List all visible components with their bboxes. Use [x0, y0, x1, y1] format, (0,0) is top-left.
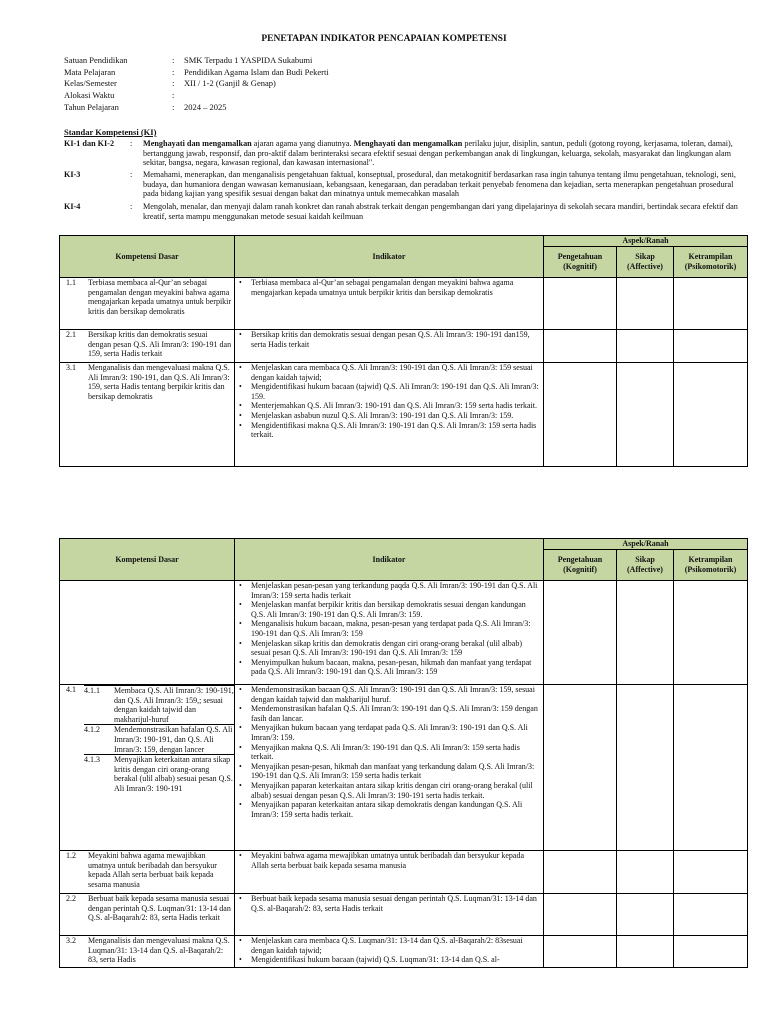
indicator-item: • Menjelaskan manfat berpikir kritis dan bersikap demokratis sesuai dengan kandungan Q.S. Ali Imran/3: 190-191 dan Q.S. Ali Imran/3: 159.: [251, 600, 541, 619]
indicator-item: • Menjelaskan pesan-pesan yang terkandung paqda Q.S. Ali Imran/3: 190-191 dan Q.S. Ali Imran/3: 159 serta hadis terkait: [251, 581, 541, 600]
indicator-item: • Mengidentifikasi hukum bacaan (tajwid) Q.S. Luqman/31: 13-14 dan Q.S. al-: [251, 955, 541, 965]
table-row: 1.1 Terbiasa membaca al-Qur’an sebagai pengamalan dengan meyakini bahwa agama mengajarkan kepada umatnya untuk berpikir kritis dan bersikap demokratis • Terbiasa membaca al-Qur’an sebagai pengamalan dengan meyakini bahwa agama mengajarkan kepada umatnya untuk berpikir kritis dan bersikap demokratis: [60, 278, 748, 330]
sub-competency: 4.1.3 Menyajikan keterkaitan antara sikap kritis dengan ciri orang-orang berakal (ulil albab) sesuai pesan Q.S. Ali Imran/3: 190-191: [84, 755, 233, 793]
document-title: PENETAPAN INDIKATOR PENCAPAIAN KOMPETENSI: [261, 34, 507, 44]
header-keterampilan: Ketrampilan (Psikomotorik): [674, 550, 748, 581]
indicator-item: • Menyimpulkan hukum bacaan, makna, pesan-pesan, hikmah dan manfaat yang terdapat pada Q.S. Ali Imran/3: 190-191 dan Q.S. Ali Imran/3: 159: [251, 658, 541, 677]
indicator-item: • Menyajikan paparan keterkaitan antara sikap kritis dengan ciri orang-orang berakal (ulil albab) sesuai dengan pesan Q.S. Ali Imran/3: 190-191 serta hadis terkait.: [251, 781, 541, 800]
header-pengetahuan: Pengetahuan (Kognitif): [544, 550, 617, 581]
indicator-item: • Mendemonstrasikan bacaan Q.S. Ali Imran/3: 190-191 dan Q.S. Ali Imran/3: 159, sesuai dengan kaidah tajwid dan makharijul huruf.: [251, 685, 541, 704]
indicator-item: • Menjelaskan asbabun nuzul Q.S. Ali Imran/3: 190-191 dan Q.S. Ali Imran/3: 159.: [251, 411, 541, 421]
table-row: [60, 581, 748, 685]
ki-3: KI-3 : Memahami, menerapkan, dan menganalisis pengetahuan faktual, konseptual, prosedural, dan metakognitif berdasarkan rasa ingin tahunya tentang ilmu pengetahuan, teknologi, seni, budaya, dan humaniora dengan wawasan kemanusiaan, kebangsaan, kenegaraan, dan peradaban terkait penyebab fenomena dan kejadian, serta menerapkan pengetahuan prosedural pada bidang kajian yang spesifik sesuai dengan bakat dan minatnya untuk memecahkan masalah: [64, 170, 736, 198]
header-aspek-ranah: Aspek/Ranah: [544, 539, 748, 550]
indicator-item: • Menganalisis hukum bacaan, makna, pesan-pesan yang terdapat pada Q.S. Ali Imran/3: 190-191 dan Q.S. Ali Imran/3: 159: [251, 619, 541, 638]
ipk-table-2: [59, 538, 748, 968]
table-row: 4.1 4.1.1 Membaca Q.S. Ali Imran/3: 190-191, dan Q.S. Ali Imran/3: 159,; sesuai dengan kaidah tajwid dan makharijul-huruf 4.1.2 Mendemonstrasikan hafalan Q.S. Ali Imran/3: 190-191, dan Q.S. Ali Imran/3: 159, dengan lancer 4.1.3 Menyajikan keterkaitan antara sikap kritis dengan ciri orang-orang berakal (ulil albab) sesuai pesan Q.S. Ali Imran/3: 190-191 • Mendemonstrasikan bacaan Q.S. Ali Imran/3: 190-191 dan Q.S. Ali Imran/3: 159, sesuai dengan kaidah tajwid dan makharijul huruf. • Mendemonstrasikan hafalan Q.S. Ali Imran/3: 190-191 dan Q.S. Ali Imran/3: 159 dengan fasih dan lancar. • Menyajikan hukum bacaan yang terdapat pada Q.S. Ali Imran/3: 190-191 dan Q.S. Ali Imran/3: 159. • Menyajikan makna Q.S. Ali Imran/3: 190-191 dan Q.S. Ali Imran/3: 159 serta hadis terkait. • Menyajikan pesan-pesan, hikmah dan manfaat yang terkandung dalam Q.S. Ali Imran/3: 190-191 dan Q.S. Ali Imran/3: 159 serta hadis terkait • Menyajikan paparan keterkaitan antara sikap kritis dengan ciri orang-orang berakal (ulil albab) sesuai dengan pesan Q.S. Ali Imran/3: 190-191 serta hadis terkait. • Menyajikan paparan keterkaitan antara sikap demokratis dengan kandungan Q.S. Ali Imran/3: 159 serta hadis terkait.: [60, 685, 748, 851]
info-row-satuan: Satuan Pendidikan : SMK Terpadu 1 YASPIDA Sukabumi: [64, 55, 313, 65]
indicator-item: • Menyajikan hukum bacaan yang terdapat pada Q.S. Ali Imran/3: 190-191 dan Q.S. Ali Imran/3: 159.: [251, 723, 541, 742]
table-row: 1.2 Meyakini bahwa agama mewajibkan umatnya untuk beribadah dan bersyukur kepada Allah serta berbuat baik kepada sesama manusia • Meyakini bahwa agama mewajibkan umatnya untuk beribadah dan bersyukur kepada Allah serta berbuat baik kepada sesama manusia: [60, 851, 748, 894]
table-row: 3.1 Menganalisis dan mengevaluasi makna Q.S. Ali Imran/3: 190-191, dan Q.S. Ali Imran/3: 159, serta Hadis tentang berpikir kritis dan bersikap demokratis • Menjelaskan cara membaca Q.S. Ali Imran/3: 190-191 dan Q.S. Ali Imran/3: 159 sesuai dengan kaidah tajwid; • Mengidentifikasi hukum bacaan (tajwid) Q.S. Ali Imran/3: 190-191 dan Q.S. Ali Imran/3: 159. • Menterjemahkan Q.S. Ali Imran/3: 190-191 dan Q.S. Ali Imran/3: 159 serta hadis terkait. • Menjelaskan asbabun nuzul Q.S. Ali Imran/3: 190-191 dan Q.S. Ali Imran/3: 159. • Mengidentifikasi makna Q.S. Ali Imran/3: 190-191 dan Q.S. Ali Imran/3: 159 serta hadis terkait.: [60, 363, 748, 467]
header-indikator: Indikator: [235, 236, 544, 278]
indicator-item: • Menjelaskan sikap kritis dan demokratis dengan ciri orang-orang berakal (ulil albab) sesuai pesan Q.S. Ali Imran/3: 190-191 dan Q.S. Ali Imran/3: 159: [251, 639, 541, 658]
standar-kompetensi-heading: Standar Kompetensi (KI): [64, 127, 157, 137]
info-row-mapel: Mata Pelajaran : Pendidikan Agama Islam dan Budi Pekerti: [64, 66, 329, 77]
info-row-tahun: Tahun Pelajaran : 2024 – 2025: [64, 101, 227, 112]
header-indikator: Indikator: [235, 539, 544, 581]
ki-1-2: KI-1 dan KI-2 : Menghayati dan mengamalkan ajaran agama yang dianutnya. Menghayati dan mengamalkan perilaku jujur, disiplin, santun, peduli (gotong royong, kerjasama, toleran, damai), bertanggung jawab, responsif, dan pro-aktif dalam berinteraksi secara efektif sesuai dengan perkembangan anak di lingkungan, keluarga, sekolah, masyarakat dan lingkungan alam sekitar, bangsa, negara, kawasan regional, dan kawasan internasional".: [64, 139, 733, 167]
header-sikap: Sikap (Affective): [617, 550, 674, 581]
header-aspek-ranah: Aspek/Ranah: [544, 236, 748, 247]
indicator-item: • Berbuat baik kepada sesama manusia sesuai dengan perintah Q.S. Luqman/31: 13-14 dan Q.S. al-Baqarah/2: 83, serta Hadis terkait: [251, 894, 541, 913]
indicator-item: • Menjelaskan cara membaca Q.S. Ali Imran/3: 190-191 dan Q.S. Ali Imran/3: 159 sesuai dengan kaidah tajwid;: [251, 363, 541, 382]
table-row: 2.1 Bersikap kritis dan demokratis sesuai dengan pesan Q.S. Ali Imran/3: 190-191 dan 159, serta Hadis terkait • Bersikap kritis dan demokratis sesuai dengan pesan Q.S. Ali Imran/3: 190-191 dan159, serta Hadis terkait: [60, 330, 748, 363]
sub-competency: 4.1.1 Membaca Q.S. Ali Imran/3: 190-191, dan Q.S. Ali Imran/3: 159,; sesuai dengan kaidah tajwid dan makharijul-huruf: [84, 686, 234, 724]
info-value: 2024 – 2025: [184, 101, 227, 112]
ki-4: KI-4 : Mengolah, menalar, dan menyaji dalam ranah konkret dan ranah abstrak terkait dengan pengembangan dari yang dipelajarinya di sekolah secara mandiri, bertindak secara efektif dan kreatif, serta mampu menggunakan metode sesuai kaidah keilmuan: [64, 202, 738, 221]
info-value: XII / 1-2 (Ganjil & Genap): [184, 78, 276, 89]
info-value: SMK Terpadu 1 YASPIDA Sukabumi: [184, 55, 313, 65]
indicator-item: • Terbiasa membaca al-Qur’an sebagai pengamalan dengan meyakini bahwa agama mengajarkan kepada umatnya untuk berpikir kritis dan bersikap demokratis: [251, 278, 541, 297]
indicator-item: • Menyajikan makna Q.S. Ali Imran/3: 190-191 dan Q.S. Ali Imran/3: 159 serta hadis terkait.: [251, 743, 541, 762]
info-row-kelas: Kelas/Semester : XII / 1-2 (Ganjil & Genap): [64, 78, 276, 89]
header-kompetensi-dasar: Kompetensi Dasar: [60, 539, 235, 581]
header-keterampilan: Ketrampilan (Psikomotorik): [674, 247, 748, 278]
indicator-item: • Mendemonstrasikan hafalan Q.S. Ali Imran/3: 190-191 dan Q.S. Ali Imran/3: 159 dengan fasih dan lancar.: [251, 704, 541, 723]
indicator-item: • Menyajikan paparan keterkaitan antara sikap demokratis dengan kandungan Q.S. Ali Imran/3: 159 serta hadis terkait.: [251, 800, 541, 819]
ipk-table-1: [59, 235, 748, 467]
header-sikap: Sikap (Affective): [617, 247, 674, 278]
table-row: 3.2 Menganalisis dan mengevaluasi makna Q.S. Luqman/31: 13-14 dan Q.S. al-Baqarah/2: 83, serta Hadis • Menjelaskan cara membaca Q.S. Luqman/31: 13-14 dan Q.S. al-Baqarah/2: 83sesuai dengan kaidah tajwid; • Mengidentifikasi hukum bacaan (tajwid) Q.S. Luqman/31: 13-14 dan Q.S. al-: [60, 936, 748, 968]
indicator-item: • Mengidentifikasi hukum bacaan (tajwid) Q.S. Ali Imran/3: 190-191 dan Q.S. Ali Imran/3: 159.: [251, 382, 541, 401]
table-row: 2.2 Berbuat baik kepada sesama manusia sesuai dengan perintah Q.S. Luqman/31: 13-14 dan Q.S. al-Baqarah/2: 83, serta Hadis terkait • Berbuat baik kepada sesama manusia sesuai dengan perintah Q.S. Luqman/31: 13-14 dan Q.S. al-Baqarah/2: 83, serta Hadis terkait: [60, 894, 748, 936]
indicator-item: • Bersikap kritis dan demokratis sesuai dengan pesan Q.S. Ali Imran/3: 190-191 dan159, serta Hadis terkait: [251, 330, 541, 349]
info-row-alokasi: Alokasi Waktu :: [64, 90, 175, 101]
indicator-item: • Menterjemahkan Q.S. Ali Imran/3: 190-191 dan Q.S. Ali Imran/3: 159 serta hadis terkait.: [251, 401, 541, 411]
identity-block: [64, 55, 329, 113]
info-value: Pendidikan Agama Islam dan Budi Pekerti: [184, 66, 329, 77]
indicator-item: • Mengidentifikasi makna Q.S. Ali Imran/3: 190-191 dan Q.S. Ali Imran/3: 159 serta hadis terkait.: [251, 421, 541, 440]
indicator-item: • Menjelaskan cara membaca Q.S. Luqman/31: 13-14 dan Q.S. al-Baqarah/2: 83sesuai dengan kaidah tajwid;: [251, 936, 541, 955]
header-kompetensi-dasar: Kompetensi Dasar: [60, 236, 235, 278]
sub-competency: 4.1.2 Mendemonstrasikan hafalan Q.S. Ali Imran/3: 190-191, dan Q.S. Ali Imran/3: 159, dengan lancer: [84, 725, 233, 754]
indicator-item: • Meyakini bahwa agama mewajibkan umatnya untuk beribadah dan bersyukur kepada Allah serta berbuat baik kepada sesama manusia: [251, 851, 541, 870]
header-pengetahuan: Pengetahuan (Kognitif): [544, 247, 617, 278]
indicator-item: • Menyajikan pesan-pesan, hikmah dan manfaat yang terkandung dalam Q.S. Ali Imran/3: 190-191 dan Q.S. Ali Imran/3: 159 serta hadis terkait: [251, 762, 541, 781]
